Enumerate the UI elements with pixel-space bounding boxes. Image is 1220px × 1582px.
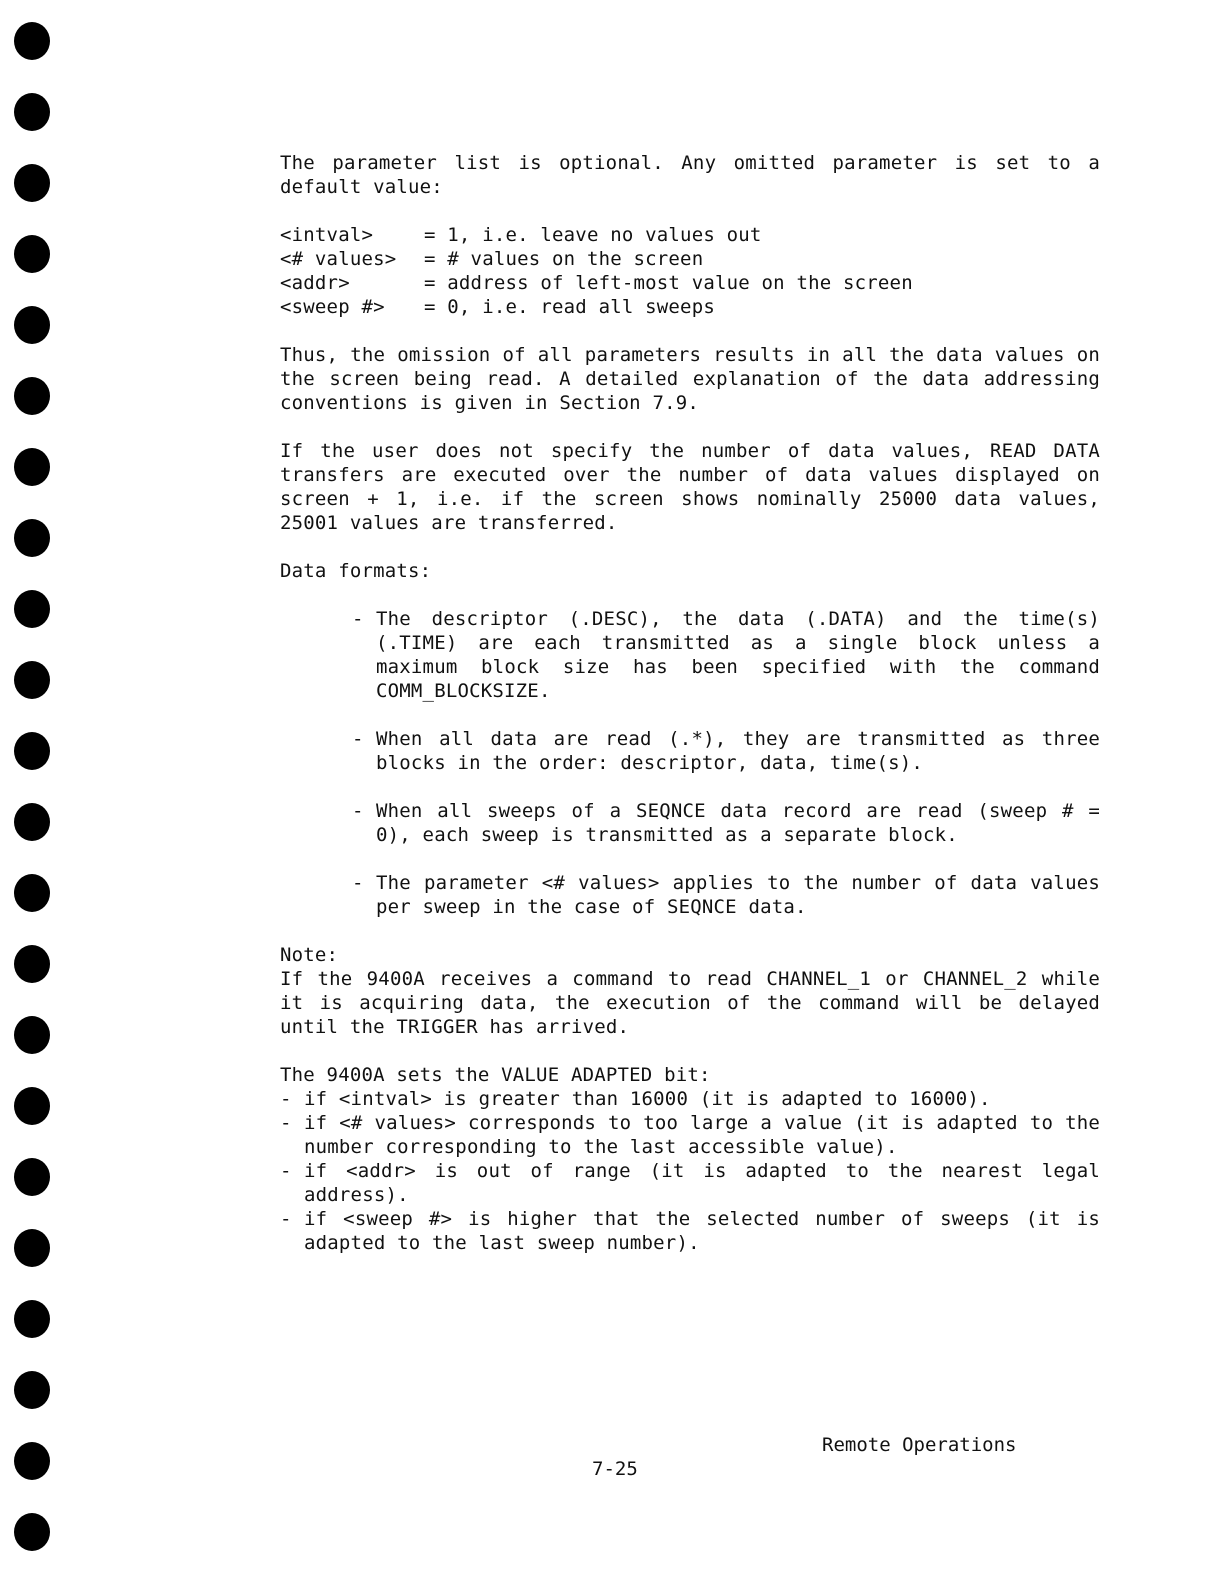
bullet-dash: - — [352, 800, 364, 822]
binder-hole — [14, 306, 50, 344]
value-adapted-intro: The 9400A sets the VALUE ADAPTED bit: — [280, 1064, 711, 1086]
binder-hole — [14, 448, 50, 486]
default-row-sweep — [280, 295, 1100, 319]
binder-hole — [14, 661, 50, 699]
note-label: Note: — [280, 944, 339, 966]
bullet-dash: - — [280, 1088, 292, 1110]
value-adapted-item — [280, 1159, 1100, 1207]
default-row-values — [280, 247, 1100, 271]
data-formats-heading: Data formats: — [280, 560, 432, 582]
data-format-text: When all sweeps of a SEQNCE data record are read (sweep # = 0), each sweep is transmitted as a separate block. — [376, 800, 1100, 846]
binder-hole — [14, 164, 50, 202]
default-values-list — [280, 223, 1100, 319]
binder-hole — [14, 1158, 50, 1196]
value-adapted-text: if <addr> is out of range (it is adapted to the nearest legal address). — [304, 1160, 1100, 1206]
page-number: 7-25 — [592, 1458, 638, 1480]
value-adapted-list — [280, 1087, 1100, 1255]
data-format-text: When all data are read (.*), they are transmitted as three blocks in the order: descriptor, data, time(s). — [376, 728, 1100, 774]
data-format-item — [352, 727, 1100, 775]
bullet-dash: - — [280, 1112, 292, 1134]
intro-paragraph: The parameter list is optional. Any omitted parameter is set to a default value: — [280, 152, 1100, 198]
bullet-dash: - — [352, 728, 364, 750]
binder-hole — [14, 803, 50, 841]
binder-hole — [14, 235, 50, 273]
binder-hole — [14, 1300, 50, 1338]
default-term: <sweep #> — [280, 296, 385, 318]
data-format-text: The descriptor (.DESC), the data (.DATA) and the time(s) (.TIME) are each transmitted as a single block unless a maximum block size has been specified with the command COMM_BLOCKSIZE. — [376, 608, 1100, 702]
value-adapted-item — [280, 1087, 1100, 1111]
binder-hole — [14, 1442, 50, 1480]
bullet-dash: - — [280, 1160, 292, 1182]
value-adapted-block — [280, 1063, 1100, 1255]
data-format-item — [352, 607, 1100, 703]
note-block — [280, 943, 1100, 1039]
thus-paragraph: Thus, the omission of all parameters results in all the data values on the screen being read. A detailed explanation of the data addressing conventions is given in Section 7.9. — [280, 344, 1100, 414]
value-adapted-text: if <intval> is greater than 16000 (it is adapted to 16000). — [304, 1088, 991, 1110]
binder-hole — [14, 519, 50, 557]
bullet-dash: - — [352, 872, 364, 894]
binder-hole — [14, 1371, 50, 1409]
binder-hole — [14, 93, 50, 131]
binder-hole — [14, 1087, 50, 1125]
binder-holes — [14, 22, 50, 1582]
default-row-addr — [280, 271, 1100, 295]
value-adapted-item — [280, 1207, 1100, 1255]
default-value: = 0, i.e. read all sweeps — [424, 296, 715, 318]
value-adapted-text: if <# values> corresponds to too large a value (it is adapted to the number corresponding to the last accessible value). — [304, 1112, 1100, 1158]
bullet-dash: - — [280, 1208, 292, 1230]
data-format-text: The parameter <# values> applies to the number of data values per sweep in the case of SEQNCE data. — [376, 872, 1100, 918]
binder-hole — [14, 1229, 50, 1267]
data-format-item — [352, 799, 1100, 847]
footer-section-title: Remote Operations — [822, 1434, 1017, 1456]
binder-hole — [14, 1016, 50, 1054]
default-term: <intval> — [280, 224, 374, 246]
binder-hole — [14, 22, 50, 60]
bullet-dash: - — [352, 608, 364, 630]
user-unspecified-paragraph: If the user does not specify the number of data values, READ DATA transfers are executed over the number of data values displayed on screen + 1, i.e. if the screen shows nominally 25000 data values, 25001 values are transferred. — [280, 440, 1100, 534]
binder-hole — [14, 377, 50, 415]
data-formats-list — [352, 607, 1100, 919]
value-adapted-text: if <sweep #> is higher that the selected number of sweeps (it is adapted to the last sweep number). — [304, 1208, 1100, 1254]
binder-hole — [14, 945, 50, 983]
binder-hole — [14, 874, 50, 912]
binder-hole — [14, 1513, 50, 1551]
value-adapted-item — [280, 1111, 1100, 1159]
note-text: If the 9400A receives a command to read CHANNEL_1 or CHANNEL_2 while it is acquiring data, the execution of the command will be delayed until the TRIGGER has arrived. — [280, 968, 1100, 1038]
default-term: <addr> — [280, 272, 350, 294]
page-content — [280, 151, 1100, 1255]
binder-hole — [14, 590, 50, 628]
default-value: = address of left-most value on the screen — [424, 272, 913, 294]
default-value: = 1, i.e. leave no values out — [424, 224, 762, 246]
data-format-item — [352, 871, 1100, 919]
default-value: = # values on the screen — [424, 248, 704, 270]
binder-hole — [14, 732, 50, 770]
default-term: <# values> — [280, 248, 397, 270]
default-row-intval — [280, 223, 1100, 247]
